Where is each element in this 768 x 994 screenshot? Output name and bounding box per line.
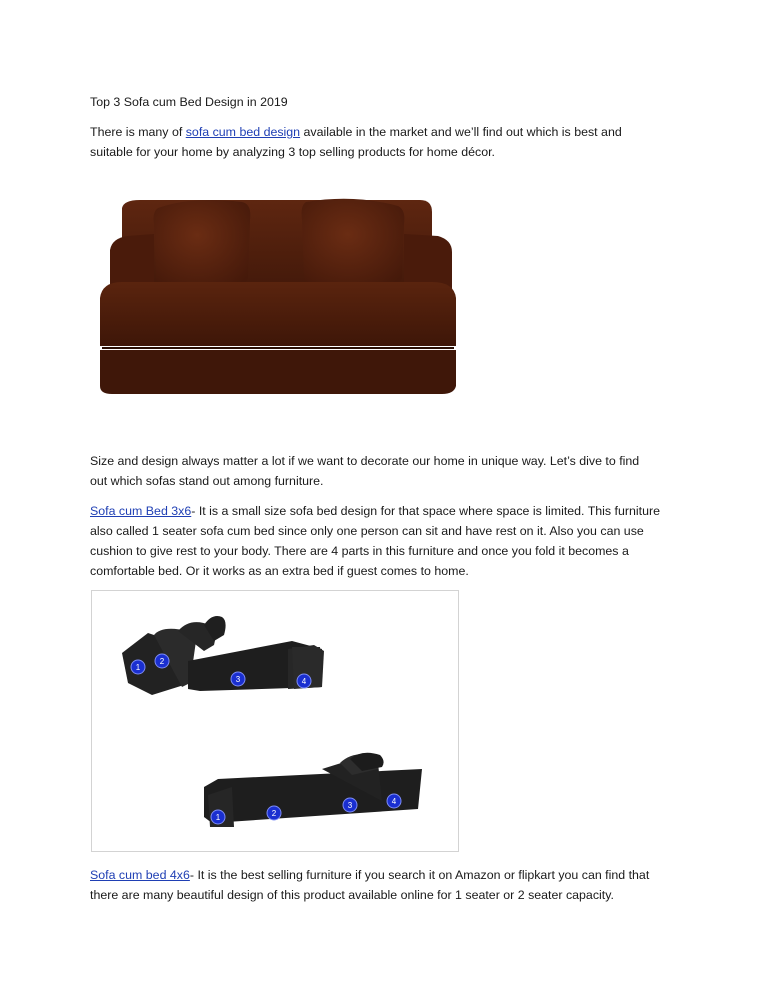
part-label-top-2 [155,654,169,668]
folding-sofa-bed-image [91,590,459,852]
size-text-line2: out which sofas stand out among furniture. [90,474,324,488]
svg-text:2: 2 [271,809,277,818]
svg-text:3: 3 [347,801,353,810]
size-design-paragraph [90,451,690,491]
svg-text:1: 1 [215,813,221,822]
intro-text-line1-end: available in the market and we’ll find out which is best and [300,125,622,139]
part-label-bottom-4 [387,794,401,808]
sofa-4x6-paragraph [90,865,690,905]
part-label-top-1 [131,660,145,674]
size-text-line1: Size and design always matter a lot if we want to decorate our home in unique way. Let’s dive to find [90,454,640,468]
page-title: Top 3 Sofa cum Bed Design in 2019 [90,95,288,109]
folding-sofa-bed-illustration [92,591,458,851]
part-label-bottom-3 [343,798,357,812]
sofa-cum-bed-3x6-link[interactable]: Sofa cum Bed 3x6 [90,504,192,518]
svg-text:4: 4 [301,677,307,686]
sofa-cum-bed-4x6-link[interactable]: Sofa cum bed 4x6 [90,868,190,882]
sofa-3x6-paragraph [90,501,690,581]
brown-sofa-image [92,190,462,400]
sofa-4x6-line2: there are many beautiful design of this product available online for 1 seater or 2 seater capacity. [90,888,614,902]
part-label-top-3 [231,672,245,686]
svg-text:3: 3 [235,675,241,684]
sofa-cum-bed-design-link[interactable]: sofa cum bed design [185,125,301,139]
svg-text:4: 4 [391,797,397,806]
svg-text:1: 1 [135,663,141,672]
sofa-3x6-line2: also called 1 seater sofa cum bed since only one person can sit and have rest on it. Also you can use [90,524,644,538]
part-label-top-4 [297,674,311,688]
svg-text:2: 2 [159,657,165,666]
intro-paragraph [90,122,690,162]
part-label-bottom-1 [211,810,225,824]
part-label-bottom-2 [267,806,281,820]
intro-text-line2: suitable for your home by analyzing 3 top selling products for home décor. [90,145,495,159]
brown-sofa-illustration [92,190,462,400]
sofa-4x6-line1-end: - It is the best selling furniture if you search it on Amazon or flipkart you can find that [189,868,650,882]
sofa-3x6-line1-end: - It is a small size sofa bed design for that space where space is limited. This furniture [191,504,661,518]
sofa-3x6-line4: comfortable bed. Or it works as an extra bed if guest comes to home. [90,564,469,578]
intro-text-start: There is many of [90,125,186,139]
sofa-3x6-line3: cushion to give rest to your body. There are 4 parts in this furniture and once you fold it becomes a [90,544,629,558]
